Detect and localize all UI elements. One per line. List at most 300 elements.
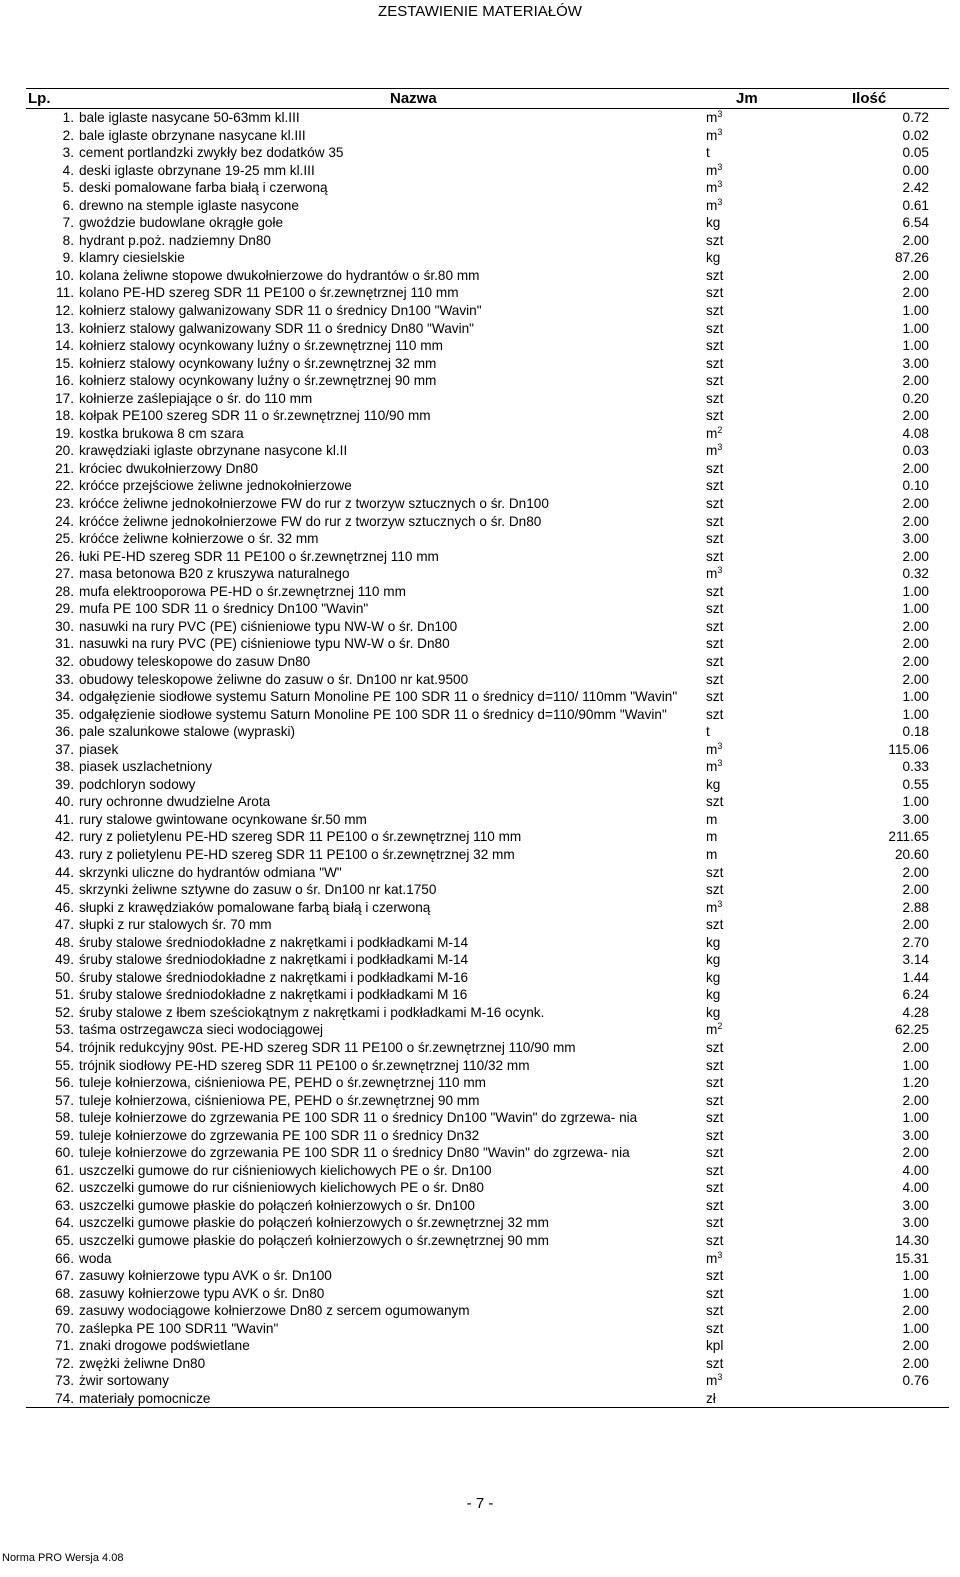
row-qty: 1.44	[902, 969, 929, 985]
row-name: skrzynki żeliwne sztywne do zasuw o śr. Dn100 nr kat.1750	[79, 882, 437, 898]
row-name: słupki z rur stalowych śr. 70 mm	[79, 917, 272, 933]
table-row	[26, 723, 949, 741]
row-unit	[706, 758, 722, 776]
table-row	[26, 197, 949, 215]
table-row	[26, 811, 949, 829]
row-unit-base: kg	[706, 934, 721, 950]
row-unit	[706, 1144, 723, 1162]
row-unit	[706, 600, 723, 618]
row-unit-base: szt	[706, 618, 724, 634]
row-lp: 61.	[55, 1162, 74, 1178]
row-unit	[706, 811, 717, 829]
row-lp: 37.	[55, 741, 74, 757]
row-name: hydrant p.poż. nadziemny Dn80	[79, 232, 271, 248]
row-lp: 24.	[55, 513, 74, 529]
row-name: drewno na stemple iglaste nasycone	[79, 197, 299, 213]
row-name: materiały pomocnicze	[79, 1390, 211, 1406]
row-lp: 2.	[62, 127, 74, 143]
row-unit-base: szt	[706, 1320, 724, 1336]
row-lp: 38.	[55, 759, 74, 775]
row-name: kolano PE-HD szereg SDR 11 PE100 o śr.zewnętrznej 110 mm	[79, 285, 459, 301]
row-unit-base: m	[706, 741, 718, 757]
row-unit	[706, 1267, 723, 1285]
row-qty: 87.26	[894, 250, 929, 266]
table-row	[26, 320, 949, 338]
row-unit-base: szt	[706, 478, 724, 494]
row-qty: 2.42	[902, 180, 929, 196]
row-qty: 4.28	[902, 1004, 929, 1020]
row-lp: 33.	[55, 671, 74, 687]
row-name: śruby stalowe średniodokładne z nakrętkami i podkładkami M-14	[79, 952, 469, 968]
table-row	[26, 1285, 949, 1303]
row-lp: 51.	[55, 987, 74, 1003]
row-lp: 11.	[56, 285, 74, 301]
row-lp: 48.	[55, 934, 74, 950]
row-name: nasuwki na rury PVC (PE) ciśnieniowe typu NW-W o śr. Dn80	[79, 636, 450, 652]
row-qty: 2.00	[902, 1092, 929, 1108]
software-footer: Norma PRO Wersja 4.08	[2, 1552, 124, 1564]
row-name: rury stalowe gwintowane ocynkowane śr.50 mm	[79, 811, 367, 827]
row-name: kołnierz stalowy ocynkowany luźny o śr.zewnętrznej 110 mm	[79, 338, 443, 354]
row-qty: 6.54	[902, 215, 929, 231]
table-row	[26, 127, 949, 145]
row-unit	[706, 864, 723, 882]
row-unit-base: m	[706, 846, 718, 862]
row-name: kostka brukowa 8 cm szara	[79, 425, 244, 441]
row-name: słupki z krawędziaków pomalowane farbą białą i czerwoną	[79, 899, 431, 915]
table-row	[26, 741, 949, 759]
row-unit	[706, 635, 723, 653]
row-qty: 1.00	[902, 1110, 929, 1126]
table-row	[26, 1390, 949, 1408]
row-unit	[706, 1092, 723, 1110]
row-lp: 74.	[55, 1390, 74, 1406]
row-qty: 1.00	[902, 338, 929, 354]
row-name: gwoździe budowlane okrągłe gołe	[79, 215, 284, 231]
row-name: króćce żeliwne jednokołnierzowe FW do rur z tworzyw sztucznych o śr. Dn100	[79, 496, 549, 512]
row-lp: 6.	[62, 197, 74, 213]
row-lp: 43.	[55, 846, 74, 862]
header-lp: Lp.	[28, 90, 51, 107]
row-qty: 1.00	[902, 1057, 929, 1073]
row-unit	[706, 477, 723, 495]
row-name: śruby stalowe średniodokładne z nakrętkami i podkładkami M 16	[79, 987, 468, 1003]
row-unit	[706, 109, 722, 127]
row-unit-base: kg	[706, 215, 721, 231]
row-name: podchloryn sodowy	[79, 776, 196, 792]
row-unit	[706, 583, 723, 601]
row-qty: 2.00	[902, 618, 929, 634]
row-lp: 47.	[55, 917, 74, 933]
row-lp: 44.	[55, 864, 74, 880]
row-unit-exponent: 2	[717, 1021, 723, 1032]
row-unit-base: szt	[706, 355, 724, 371]
table-row	[26, 1250, 949, 1268]
row-unit	[706, 127, 722, 145]
row-name: odgałęzienie siodłowe systemu Saturn Monoline PE 100 SDR 11 o średnicy d=110/ 110mm "Wavin"	[79, 689, 678, 705]
row-unit	[706, 407, 723, 425]
row-unit-base: kg	[706, 250, 721, 266]
row-lp: 4.	[62, 162, 74, 178]
row-unit	[706, 302, 723, 320]
row-qty: 3.00	[902, 1215, 929, 1231]
table-row	[26, 758, 949, 776]
row-unit	[706, 1021, 722, 1039]
row-name: króćce żeliwne jednokołnierzowe FW do rur z tworzyw sztucznych o śr. Dn80	[79, 513, 542, 529]
row-lp: 9.	[62, 250, 74, 266]
row-unit-base: m	[706, 443, 718, 459]
row-unit-base: szt	[706, 408, 724, 424]
table-row	[26, 109, 949, 127]
row-unit	[706, 881, 723, 899]
row-lp: 54.	[55, 1039, 74, 1055]
row-name: klamry ciesielskie	[79, 250, 185, 266]
row-unit-base: szt	[706, 583, 724, 599]
table-row	[26, 144, 949, 162]
table-row	[26, 916, 949, 934]
row-unit	[706, 144, 710, 162]
row-lp: 23.	[55, 496, 74, 512]
row-unit-exponent: 3	[717, 109, 723, 119]
row-qty: 1.00	[902, 689, 929, 705]
row-qty: 1.00	[902, 706, 929, 722]
row-lp: 17.	[55, 390, 74, 406]
row-lp: 42.	[55, 829, 74, 845]
row-qty: 2.00	[902, 267, 929, 283]
row-lp: 39.	[55, 776, 74, 792]
row-qty: 1.00	[902, 794, 929, 810]
row-unit	[706, 337, 723, 355]
row-qty: 2.70	[902, 934, 929, 950]
row-qty: 4.00	[902, 1180, 929, 1196]
row-unit-exponent: 3	[717, 898, 723, 909]
table-row	[26, 548, 949, 566]
row-name: zasuwy wodociągowe kołnierzowe Dn80 z sercem ogumowanym	[79, 1303, 470, 1319]
row-qty: 62.25	[894, 1022, 929, 1038]
header-unit: Jm	[736, 90, 758, 107]
row-name: trójnik redukcyjny 90st. PE-HD szereg SDR 11 PE100 o śr.zewnętrznej 110/90 mm	[79, 1039, 576, 1055]
row-lp: 21.	[55, 460, 74, 476]
table-row	[26, 1074, 949, 1092]
row-name: śruby stalowe średniodokładne z nakrętkami i podkładkami M-16	[79, 969, 469, 985]
table-row	[26, 653, 949, 671]
table-row	[26, 284, 949, 302]
row-name: piasek	[79, 741, 119, 757]
row-lp: 7.	[62, 215, 74, 231]
row-unit	[706, 1197, 723, 1215]
row-unit-base: szt	[706, 1355, 724, 1371]
table-row	[26, 1021, 949, 1039]
table-row	[26, 635, 949, 653]
row-unit	[706, 267, 723, 285]
row-lp: 5.	[62, 180, 74, 196]
table-row	[26, 776, 949, 794]
row-name: rury ochronne dwudzielne Arota	[79, 794, 271, 810]
row-lp: 40.	[55, 794, 74, 810]
row-qty: 2.00	[902, 671, 929, 687]
header-name: Nazwa	[390, 90, 437, 107]
row-lp: 68.	[55, 1285, 74, 1301]
row-lp: 49.	[55, 952, 74, 968]
table-row	[26, 1039, 949, 1057]
row-name: woda	[79, 1250, 112, 1266]
table-row	[26, 249, 949, 267]
row-qty: 3.00	[902, 1127, 929, 1143]
row-unit-base: szt	[706, 794, 724, 810]
row-unit-base: szt	[706, 636, 724, 652]
row-qty: 0.05	[902, 145, 929, 161]
row-lp: 67.	[55, 1268, 74, 1284]
row-unit-base: szt	[706, 1303, 724, 1319]
row-name: króciec dwukołnierzowy Dn80	[79, 460, 259, 476]
row-unit	[706, 1320, 723, 1338]
table-row	[26, 986, 949, 1004]
table-row	[26, 1162, 949, 1180]
row-unit	[706, 442, 722, 460]
row-lp: 41.	[55, 811, 74, 827]
row-unit-base: m	[706, 566, 718, 582]
row-qty: 0.32	[902, 566, 929, 582]
table-row	[26, 688, 949, 706]
row-qty: 0.02	[902, 127, 929, 143]
row-lp: 10.	[55, 267, 74, 283]
row-unit	[706, 372, 723, 390]
row-qty: 1.00	[902, 1285, 929, 1301]
table-row	[26, 1232, 949, 1250]
row-name: trójnik siodłowy PE-HD szereg SDR 11 PE100 o śr.zewnętrznej 110/32 mm	[79, 1057, 530, 1073]
row-unit-base: szt	[706, 320, 724, 336]
row-name: cement portlandzki zwykły bez dodatków 35	[79, 145, 344, 161]
table-row	[26, 372, 949, 390]
table-row	[26, 899, 949, 917]
row-unit-exponent: 3	[717, 126, 723, 137]
row-lp: 53.	[55, 1022, 74, 1038]
row-unit-base: szt	[706, 1075, 724, 1091]
row-lp: 32.	[55, 653, 74, 669]
row-qty: 2.00	[902, 460, 929, 476]
row-name: taśma ostrzegawcza sieci wodociągowej	[79, 1022, 324, 1038]
page-number: - 7 -	[466, 1495, 494, 1512]
row-name: masa betonowa B20 z kruszywa naturalnego	[79, 566, 350, 582]
row-unit	[706, 565, 722, 583]
row-unit	[706, 1337, 723, 1355]
table-row	[26, 846, 949, 864]
row-lp: 58.	[55, 1110, 74, 1126]
row-lp: 46.	[55, 899, 74, 915]
row-unit	[706, 1057, 723, 1075]
row-name: nasuwki na rury PVC (PE) ciśnieniowe typu NW-W o śr. Dn100	[79, 618, 458, 634]
row-unit-base: szt	[706, 689, 724, 705]
row-unit-base: szt	[706, 653, 724, 669]
row-name: zasuwy kołnierzowe typu AVK o śr. Dn100	[79, 1268, 332, 1284]
row-unit	[706, 232, 723, 250]
table-row	[26, 337, 949, 355]
row-qty: 1.00	[902, 303, 929, 319]
row-unit-base: szt	[706, 1285, 724, 1301]
row-unit	[706, 1355, 723, 1373]
table-row	[26, 1109, 949, 1127]
row-name: odgałęzienie siodłowe systemu Saturn Monoline PE 100 SDR 11 o średnicy d=110/90mm "Wavin"	[79, 706, 667, 722]
row-name: króćce przejściowe żeliwne jednokołnierzowe	[79, 478, 352, 494]
table-row	[26, 565, 949, 583]
row-name: uszczelki gumowe do rur ciśnieniowych kielichowych PE o śr. Dn100	[79, 1162, 492, 1178]
row-qty: 2.00	[902, 285, 929, 301]
table-row	[26, 1214, 949, 1232]
row-lp: 20.	[55, 443, 74, 459]
row-lp: 1.	[62, 110, 74, 125]
row-qty: 1.00	[902, 320, 929, 336]
row-qty: 211.65	[888, 829, 929, 845]
row-unit-base: m	[706, 162, 718, 178]
row-unit-base: szt	[706, 1110, 724, 1126]
row-name: tuleje kołnierzowe do zgrzewania PE 100 SDR 11 o średnicy Dn80 "Wavin" do zgrzewa- nia	[79, 1145, 630, 1161]
row-unit-base: szt	[706, 513, 724, 529]
row-unit-base: m	[706, 110, 718, 125]
row-unit-base: szt	[706, 531, 724, 547]
row-unit	[706, 671, 723, 689]
row-name: mufa elektrooporowa PE-HD o śr.zewnętrznej 110 mm	[79, 583, 406, 599]
table-row	[26, 214, 949, 232]
row-name: tuleje kołnierzowa, ciśnieniowa PE, PEHD o śr.zewnętrznej 110 mm	[79, 1075, 486, 1091]
row-qty: 2.00	[902, 1303, 929, 1319]
row-qty: 0.20	[902, 390, 929, 406]
row-qty: 1.00	[902, 601, 929, 617]
row-lp: 64.	[55, 1215, 74, 1231]
row-name: kołnierz stalowy ocynkowany luźny o śr.zewnętrznej 90 mm	[79, 373, 437, 389]
row-unit	[706, 741, 722, 759]
row-unit	[706, 460, 723, 478]
row-unit	[706, 179, 722, 197]
table-row	[26, 1267, 949, 1285]
row-lp: 65.	[55, 1233, 74, 1248]
row-qty: 2.00	[902, 232, 929, 248]
row-unit	[706, 986, 720, 1004]
row-name: kołnierz stalowy ocynkowany luźny o śr.zewnętrznej 32 mm	[79, 355, 437, 371]
row-unit-base: kg	[706, 952, 721, 968]
row-qty: 1.00	[902, 1268, 929, 1284]
row-lp: 19.	[55, 425, 74, 441]
row-qty: 2.00	[902, 1355, 929, 1371]
row-unit	[706, 162, 722, 180]
row-qty: 0.76	[902, 1373, 929, 1389]
row-lp: 45.	[55, 882, 74, 898]
row-name: kołnierze zaślepiające o śr. do 110 mm	[79, 390, 313, 406]
row-unit	[706, 793, 723, 811]
row-unit-base: szt	[706, 390, 724, 406]
row-name: kołpak PE100 szereg SDR 11 o śr.zewnętrznej 110/90 mm	[79, 408, 431, 424]
table-row	[26, 530, 949, 548]
row-name: piasek uszlachetniony	[79, 759, 212, 775]
table-row	[26, 407, 949, 425]
row-unit-exponent: 2	[717, 424, 723, 435]
row-unit	[706, 934, 720, 952]
row-lp: 59.	[55, 1127, 74, 1143]
row-name: tuleje kołnierzowe do zgrzewania PE 100 SDR 11 o średnicy Dn100 "Wavin" do zgrzewa- nia	[79, 1110, 638, 1126]
row-name: uszczelki gumowe płaskie do połączeń kołnierzowych o śr.zewnętrznej 32 mm	[79, 1215, 549, 1231]
row-unit-base: m	[706, 811, 718, 827]
row-qty: 2.00	[902, 653, 929, 669]
row-unit	[706, 1372, 722, 1390]
row-lp: 71.	[55, 1338, 74, 1354]
row-unit-base: szt	[706, 1092, 724, 1108]
row-lp: 35.	[55, 706, 74, 722]
row-qty: 2.00	[902, 1039, 929, 1055]
row-unit-exponent: 3	[717, 1372, 723, 1383]
row-lp: 36.	[55, 724, 74, 740]
row-lp: 25.	[55, 531, 74, 547]
row-lp: 13.	[55, 320, 74, 336]
row-unit-base: szt	[706, 864, 724, 880]
table-row	[26, 232, 949, 250]
row-qty: 2.00	[902, 408, 929, 424]
table-row	[26, 267, 949, 285]
table-row	[26, 302, 949, 320]
row-unit-base: szt	[706, 882, 724, 898]
row-qty: 1.00	[902, 583, 929, 599]
table-row	[26, 477, 949, 495]
row-name: deski iglaste obrzynane 19-25 mm kl.III	[79, 162, 315, 178]
row-unit	[706, 653, 723, 671]
table-row	[26, 1320, 949, 1338]
row-unit-base: szt	[706, 460, 724, 476]
row-unit-base: szt	[706, 1039, 724, 1055]
row-unit-exponent: 3	[717, 740, 723, 751]
row-qty: 0.55	[902, 776, 929, 792]
row-lp: 60.	[55, 1145, 74, 1161]
row-name: zaślepka PE 100 SDR11 "Wavin"	[79, 1320, 279, 1336]
row-unit-base: m	[706, 1250, 718, 1266]
row-unit-base: m	[706, 1373, 718, 1389]
row-unit-base: kg	[706, 776, 721, 792]
row-qty: 2.00	[902, 917, 929, 933]
table-row	[26, 1092, 949, 1110]
row-unit	[706, 1232, 723, 1250]
table-row	[26, 618, 949, 636]
row-lp: 30.	[55, 618, 74, 634]
table-row	[26, 1302, 949, 1320]
row-lp: 26.	[55, 548, 74, 564]
row-unit	[706, 548, 723, 566]
row-unit	[706, 776, 720, 794]
row-qty: 2.00	[902, 864, 929, 880]
row-name: mufa PE 100 SDR 11 o średnicy Dn100 "Wavin"	[79, 601, 369, 617]
row-lp: 31.	[55, 636, 74, 652]
row-unit-base: kg	[706, 1004, 721, 1020]
row-lp: 34.	[55, 689, 74, 705]
row-name: obudowy teleskopowe do zasuw Dn80	[79, 653, 311, 669]
row-unit	[706, 284, 723, 302]
table-row	[26, 1337, 949, 1355]
row-qty: 6.24	[902, 987, 929, 1003]
row-qty: 0.00	[902, 162, 929, 178]
row-lp: 22.	[55, 478, 74, 494]
row-unit-base: szt	[706, 671, 724, 687]
table-row	[26, 934, 949, 952]
page-title: ZESTAWIENIE MATERIAŁÓW	[378, 3, 582, 20]
table-row	[26, 425, 949, 443]
row-qty: 1.00	[902, 1320, 929, 1336]
row-unit	[706, 828, 717, 846]
row-unit	[706, 1039, 723, 1057]
row-unit-base: szt	[706, 601, 724, 617]
table-row	[26, 671, 949, 689]
row-qty: 3.14	[902, 952, 929, 968]
row-unit	[706, 249, 720, 267]
table-row	[26, 1057, 949, 1075]
row-unit	[706, 706, 723, 724]
table-row	[26, 1355, 949, 1373]
row-lp: 70.	[55, 1320, 74, 1336]
